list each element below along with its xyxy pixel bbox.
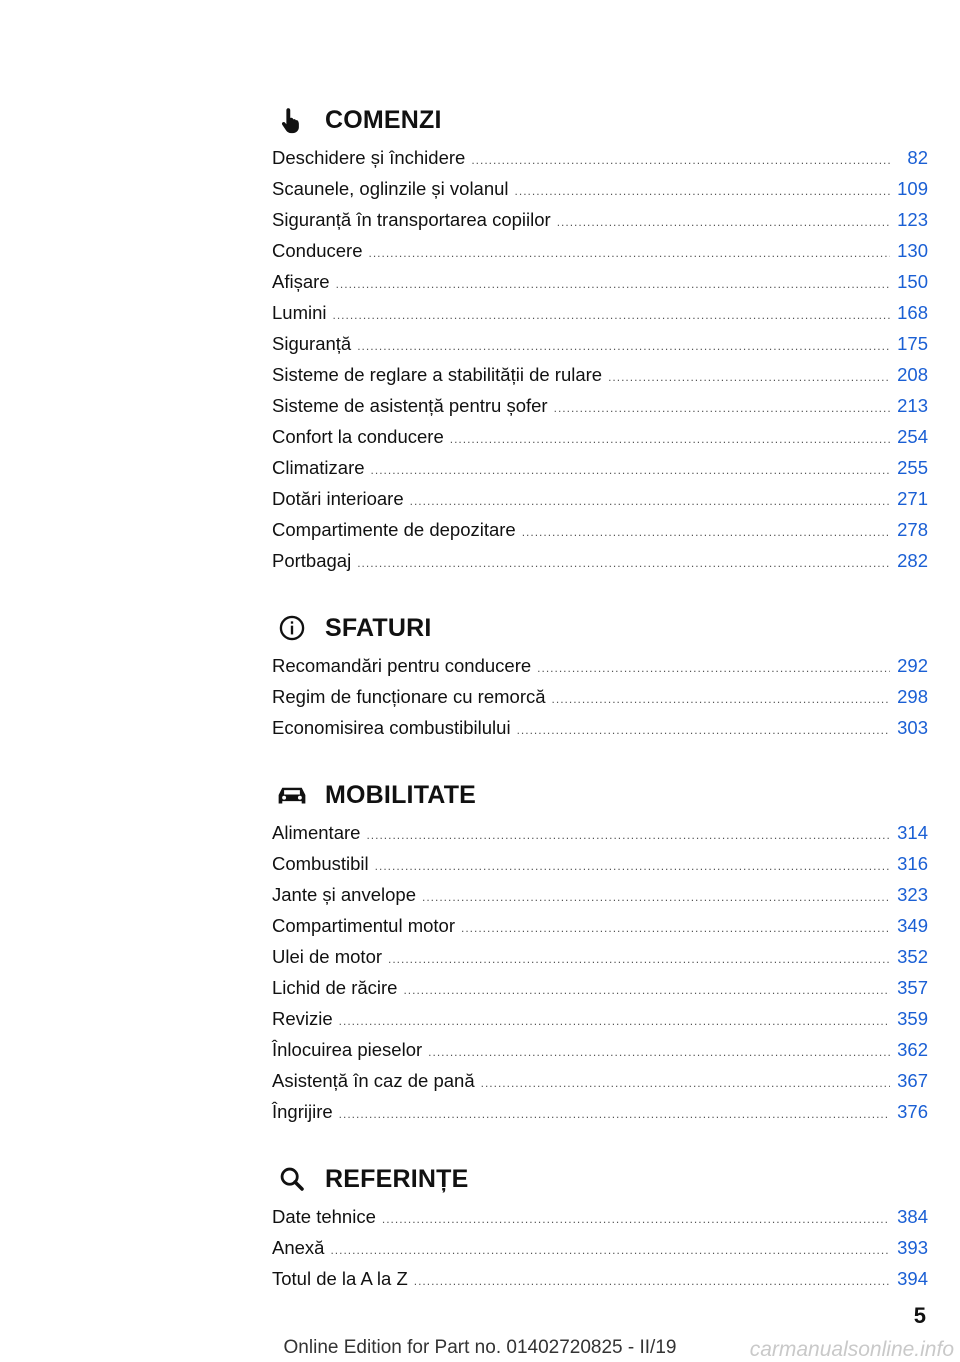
toc-entry-label: Totul de la A la Z	[272, 1268, 408, 1289]
toc-entry[interactable]	[272, 297, 928, 328]
hand-pointer-icon	[272, 103, 312, 137]
toc-entry[interactable]	[272, 1096, 928, 1127]
dot-leader	[333, 300, 891, 331]
section-heading	[272, 1157, 928, 1201]
toc-page-link[interactable]: 349	[897, 915, 928, 936]
toc-entry-label: Revizie	[272, 1008, 333, 1029]
toc-entry[interactable]	[272, 483, 928, 514]
toc-entry[interactable]	[272, 421, 928, 452]
toc-entry[interactable]	[272, 848, 928, 879]
toc-page-link[interactable]: 254	[897, 426, 928, 447]
toc-entry[interactable]	[272, 514, 928, 545]
toc-page-link[interactable]: 384	[897, 1206, 928, 1227]
dot-leader	[557, 207, 890, 238]
dot-leader	[471, 145, 890, 176]
dot-leader	[388, 944, 890, 975]
toc-entry-label: Îngrijire	[272, 1101, 333, 1122]
dot-leader	[552, 684, 890, 715]
dot-leader	[375, 851, 890, 882]
dot-leader	[554, 393, 890, 424]
section-title: SFATURI	[325, 613, 432, 642]
dot-leader	[414, 1266, 890, 1297]
watermark: carmanualsonline.info	[749, 1338, 954, 1361]
toc-entry-label: Combustibil	[272, 853, 369, 874]
toc-entry[interactable]	[272, 941, 928, 972]
toc-entry[interactable]	[272, 1034, 928, 1065]
toc-section	[272, 606, 928, 743]
dot-leader	[608, 362, 890, 393]
toc-entry-label: Afișare	[272, 271, 330, 292]
toc-entry[interactable]	[272, 972, 928, 1003]
toc-entry-label: Confort la conducere	[272, 426, 444, 447]
toc-entry[interactable]	[272, 681, 928, 712]
dot-leader	[515, 176, 890, 207]
toc-entry-label: Lumini	[272, 302, 327, 323]
toc-entry-label: Sisteme de reglare a stabilității de rulare	[272, 364, 603, 385]
toc-page-link[interactable]: 109	[897, 178, 928, 199]
toc-page-link[interactable]: 367	[897, 1070, 928, 1091]
dot-leader	[461, 913, 890, 944]
toc-page-link[interactable]: 323	[897, 884, 928, 905]
toc-page-link[interactable]: 314	[897, 822, 928, 843]
toc-page-link[interactable]: 357	[897, 977, 928, 998]
toc-entry-label: Jante și anvelope	[272, 884, 416, 905]
dot-leader	[481, 1068, 890, 1099]
toc-section	[272, 98, 928, 576]
dot-leader	[339, 1099, 890, 1130]
toc-entry[interactable]	[272, 390, 928, 421]
toc-entry-label: Climatizare	[272, 457, 365, 478]
toc-entry[interactable]	[272, 266, 928, 297]
toc-page-link[interactable]: 82	[907, 147, 928, 168]
toc-page-link[interactable]: 393	[897, 1237, 928, 1258]
dot-leader	[330, 1235, 890, 1266]
dot-leader	[382, 1204, 890, 1235]
toc-entry-label: Sisteme de asistență pentru șofer	[272, 395, 548, 416]
toc-entry-label: Conducere	[272, 240, 363, 261]
toc-entry-label: Recomandări pentru conducere	[272, 655, 532, 676]
toc-entry-label: Economisirea combustibilului	[272, 717, 511, 738]
toc-entry[interactable]	[272, 879, 928, 910]
toc-entry-label: Deschidere și închidere	[272, 147, 466, 168]
toc-entry[interactable]	[272, 712, 928, 743]
toc-entry-label: Scaunele, oglinzile și volanul	[272, 178, 509, 199]
dot-leader	[410, 486, 890, 517]
dot-leader	[357, 331, 890, 362]
toc-page-link[interactable]: 292	[897, 655, 928, 676]
toc-page-link[interactable]: 123	[897, 209, 928, 230]
section-title: COMENZI	[325, 105, 442, 134]
car-icon	[272, 778, 312, 812]
toc-page-link[interactable]: 359	[897, 1008, 928, 1029]
section-heading	[272, 606, 928, 650]
toc-entry[interactable]	[272, 545, 928, 576]
toc-page-link[interactable]: 362	[897, 1039, 928, 1060]
toc-entry[interactable]	[272, 235, 928, 266]
dot-leader	[403, 975, 890, 1006]
toc-entry-label: Lichid de răcire	[272, 977, 398, 998]
toc-entry[interactable]	[272, 1003, 928, 1034]
dot-leader	[537, 653, 890, 684]
toc-entry-label: Siguranță	[272, 333, 352, 354]
dot-leader	[366, 820, 890, 851]
toc-entry-label: Regim de funcționare cu remorcă	[272, 686, 546, 707]
toc-entry[interactable]	[272, 1065, 928, 1096]
toc-entry-label: Anexă	[272, 1237, 325, 1258]
toc-page-link[interactable]: 213	[897, 395, 928, 416]
toc-page-link[interactable]: 394	[897, 1268, 928, 1289]
toc-entry[interactable]	[272, 359, 928, 390]
toc-entry-label: Siguranță în transportarea copiilor	[272, 209, 551, 230]
toc-page-link[interactable]: 208	[897, 364, 928, 385]
dot-leader	[522, 517, 890, 548]
toc-entry[interactable]	[272, 1263, 928, 1294]
info-icon	[272, 611, 312, 645]
toc-entry-label: Dotări interioare	[272, 488, 404, 509]
toc-page-link[interactable]: 282	[897, 550, 928, 571]
toc-page-link[interactable]: 130	[897, 240, 928, 261]
dot-leader	[339, 1006, 890, 1037]
toc-entry[interactable]	[272, 452, 928, 483]
toc-entry-label: Ulei de motor	[272, 946, 383, 967]
toc-page-link[interactable]: 150	[897, 271, 928, 292]
search-icon	[272, 1162, 312, 1196]
table-of-contents	[272, 98, 928, 1324]
toc-entry-label: Date tehnice	[272, 1206, 376, 1227]
toc-page-link[interactable]: 278	[897, 519, 928, 540]
dot-leader	[428, 1037, 890, 1068]
toc-entry-label: Portbagaj	[272, 550, 352, 571]
toc-entry-label: Înlocuirea pieselor	[272, 1039, 423, 1060]
toc-entry[interactable]	[272, 1232, 928, 1263]
toc-entry[interactable]	[272, 204, 928, 235]
toc-page-link[interactable]: 376	[897, 1101, 928, 1122]
toc-entry[interactable]	[272, 910, 928, 941]
toc-entry-label: Compartimentul motor	[272, 915, 456, 936]
toc-page-link[interactable]: 175	[897, 333, 928, 354]
toc-section	[272, 773, 928, 1127]
toc-entry[interactable]	[272, 650, 928, 681]
section-title: REFERINȚE	[325, 1164, 469, 1193]
toc-page-link[interactable]: 298	[897, 686, 928, 707]
dot-leader	[336, 269, 890, 300]
toc-page-link[interactable]: 271	[897, 488, 928, 509]
toc-entry-label: Asistență în caz de pană	[272, 1070, 475, 1091]
dot-leader	[517, 715, 890, 746]
dot-leader	[357, 548, 890, 579]
dot-leader	[371, 455, 890, 486]
toc-entry-label: Compartimente de depozitare	[272, 519, 516, 540]
toc-entry[interactable]	[272, 142, 928, 173]
footer-edition-text: Online Edition for Part no. 01402720825 - II/19	[283, 1337, 677, 1358]
dot-leader	[369, 238, 890, 269]
toc-page-link[interactable]: 255	[897, 457, 928, 478]
toc-section	[272, 1157, 928, 1294]
toc-entry[interactable]	[272, 173, 928, 204]
toc-page-link[interactable]: 316	[897, 853, 928, 874]
page-number: 5	[913, 1303, 926, 1328]
toc-entry[interactable]	[272, 817, 928, 848]
toc-page-link[interactable]: 168	[897, 302, 928, 323]
section-title: MOBILITATE	[325, 780, 477, 809]
dot-leader	[450, 424, 890, 455]
section-heading	[272, 98, 928, 142]
toc-page-link[interactable]: 303	[897, 717, 928, 738]
toc-entry[interactable]	[272, 1201, 928, 1232]
dot-leader	[422, 882, 890, 913]
toc-page-link[interactable]: 352	[897, 946, 928, 967]
toc-entry-label: Alimentare	[272, 822, 361, 843]
toc-entry[interactable]	[272, 328, 928, 359]
section-heading	[272, 773, 928, 817]
